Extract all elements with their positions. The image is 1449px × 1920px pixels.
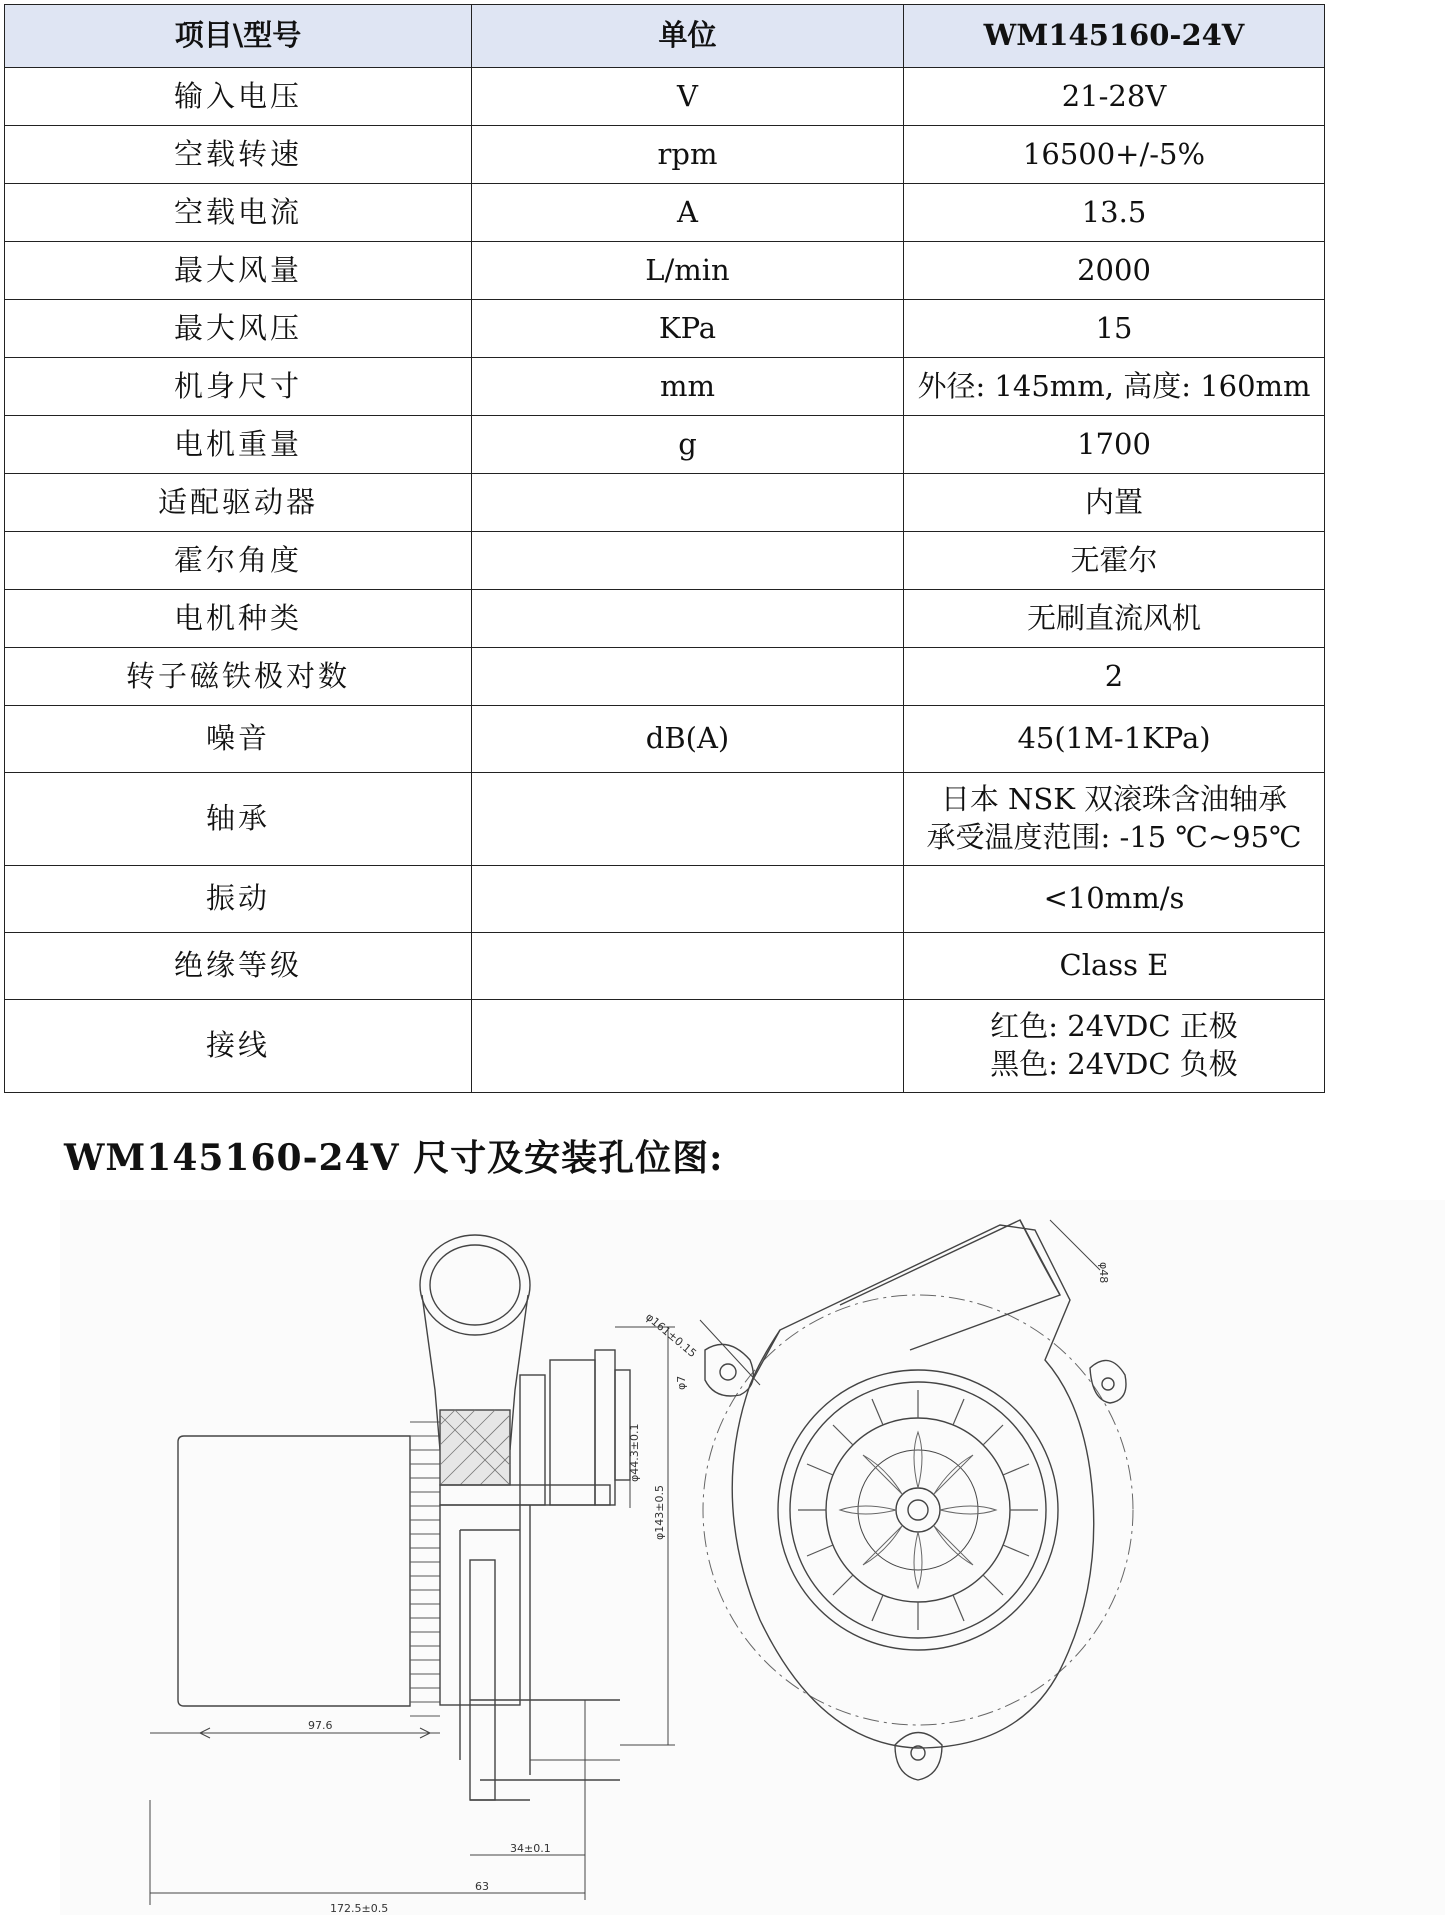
dim-d-holes: φ161±0.15	[643, 1310, 699, 1361]
cell-value-line: 13.5	[1081, 194, 1147, 229]
drawing-heading: WM145160-24V 尺寸及安装孔位图:	[64, 1137, 724, 1179]
technical-drawing	[60, 1200, 1445, 1915]
cell-value-line: 无霍尔	[1070, 542, 1158, 577]
cell-value	[904, 773, 1325, 866]
cell-value-line: 2	[1104, 658, 1124, 693]
dim-d-hole: φ7	[675, 1375, 688, 1390]
table-header-row	[5, 5, 1325, 68]
table-row	[5, 1000, 1325, 1093]
dim-d-shaft: φ44.3±0.1	[628, 1423, 641, 1482]
cell-item: 空载转速	[5, 126, 472, 184]
cell-item: 最大风压	[5, 300, 472, 358]
cell-value	[904, 933, 1325, 1000]
cell-value-line: 2000	[1077, 252, 1151, 287]
cell-value	[904, 242, 1325, 300]
cell-item: 霍尔角度	[5, 532, 472, 590]
cell-value-line: 红色: 24VDC 正极	[990, 1009, 1238, 1044]
cell-item: 噪音	[5, 706, 472, 773]
cell-unit: rpm	[472, 126, 904, 184]
cell-value-line: 无刷直流风机	[1026, 600, 1201, 635]
dim-len-flange: 34±0.1	[510, 1842, 551, 1855]
cell-unit: V	[472, 68, 904, 126]
table-row	[5, 866, 1325, 933]
table-row	[5, 126, 1325, 184]
cell-item: 适配驱动器	[5, 474, 472, 532]
cell-value-line: 承受温度范围: -15 ℃~95℃	[926, 820, 1302, 854]
cell-unit: KPa	[472, 300, 904, 358]
cell-value	[904, 532, 1325, 590]
cell-value-line: <10mm/s	[1043, 881, 1185, 916]
cell-unit	[472, 773, 904, 866]
table-row	[5, 706, 1325, 773]
cell-value	[904, 416, 1325, 474]
cell-value-line: 21-28V	[1061, 78, 1167, 113]
cell-value	[904, 590, 1325, 648]
cell-item: 轴承	[5, 773, 472, 866]
table-row	[5, 590, 1325, 648]
cell-value-line: 内置	[1084, 484, 1143, 519]
table-row	[5, 648, 1325, 706]
cell-value-line: 1700	[1077, 426, 1151, 461]
cell-value-line: 外径: 145mm, 高度: 160mm	[917, 368, 1311, 403]
cell-value-line: Class E	[1059, 948, 1169, 983]
table-row	[5, 933, 1325, 1000]
table-row	[5, 773, 1325, 866]
cell-unit	[472, 532, 904, 590]
cell-value-line: 45(1M-1KPa)	[1017, 721, 1211, 756]
cell-item: 空载电流	[5, 184, 472, 242]
cell-value	[904, 648, 1325, 706]
cell-unit	[472, 1000, 904, 1093]
cell-value-line: 日本 NSK 双滚珠含油轴承	[940, 782, 1288, 817]
cell-value	[904, 1000, 1325, 1093]
table-row	[5, 532, 1325, 590]
side-view	[150, 1235, 675, 1905]
dim-len-63: 63	[475, 1880, 489, 1893]
table-row	[5, 242, 1325, 300]
table-row	[5, 358, 1325, 416]
cell-unit	[472, 933, 904, 1000]
dimension-labels	[308, 1262, 1110, 1915]
dim-len-total: 172.5±0.5	[330, 1902, 389, 1915]
cell-value-line: 16500+/-5%	[1022, 136, 1206, 171]
cell-item: 电机种类	[5, 590, 472, 648]
dim-len-motor: 97.6	[308, 1719, 333, 1732]
cell-item: 接线	[5, 1000, 472, 1093]
cell-value	[904, 300, 1325, 358]
cell-item: 振动	[5, 866, 472, 933]
cell-unit	[472, 648, 904, 706]
cell-unit	[472, 474, 904, 532]
cell-item: 绝缘等级	[5, 933, 472, 1000]
cell-value	[904, 706, 1325, 773]
cell-item: 电机重量	[5, 416, 472, 474]
cell-unit: dB(A)	[472, 706, 904, 773]
cell-value	[904, 866, 1325, 933]
cell-value	[904, 126, 1325, 184]
cell-unit: L/min	[472, 242, 904, 300]
cell-value-line: 15	[1095, 310, 1133, 345]
cell-item: 转子磁铁极对数	[5, 648, 472, 706]
dim-d-body: φ143±0.5	[653, 1485, 666, 1540]
cell-unit: mm	[472, 358, 904, 416]
table-row	[5, 68, 1325, 126]
cell-unit	[472, 590, 904, 648]
cell-unit: g	[472, 416, 904, 474]
front-view	[700, 1220, 1133, 1780]
cell-value	[904, 474, 1325, 532]
header-unit: 单位	[472, 5, 904, 68]
table-row	[5, 416, 1325, 474]
spec-table	[4, 4, 1325, 1093]
table-row	[5, 300, 1325, 358]
cell-value-line: 黑色: 24VDC 负极	[990, 1047, 1238, 1081]
drawing-svg	[60, 1200, 1445, 1915]
table-row	[5, 474, 1325, 532]
cell-unit: A	[472, 184, 904, 242]
cell-item: 最大风量	[5, 242, 472, 300]
table-body	[5, 68, 1325, 1093]
header-model: WM145160-24V	[904, 5, 1325, 68]
cell-item: 输入电压	[5, 68, 472, 126]
cell-value	[904, 358, 1325, 416]
header-item: 项目\型号	[5, 5, 472, 68]
cell-unit	[472, 866, 904, 933]
cell-value	[904, 68, 1325, 126]
dim-d-outlet: φ48	[1097, 1262, 1110, 1284]
cell-item: 机身尺寸	[5, 358, 472, 416]
cell-value	[904, 184, 1325, 242]
table-row	[5, 184, 1325, 242]
